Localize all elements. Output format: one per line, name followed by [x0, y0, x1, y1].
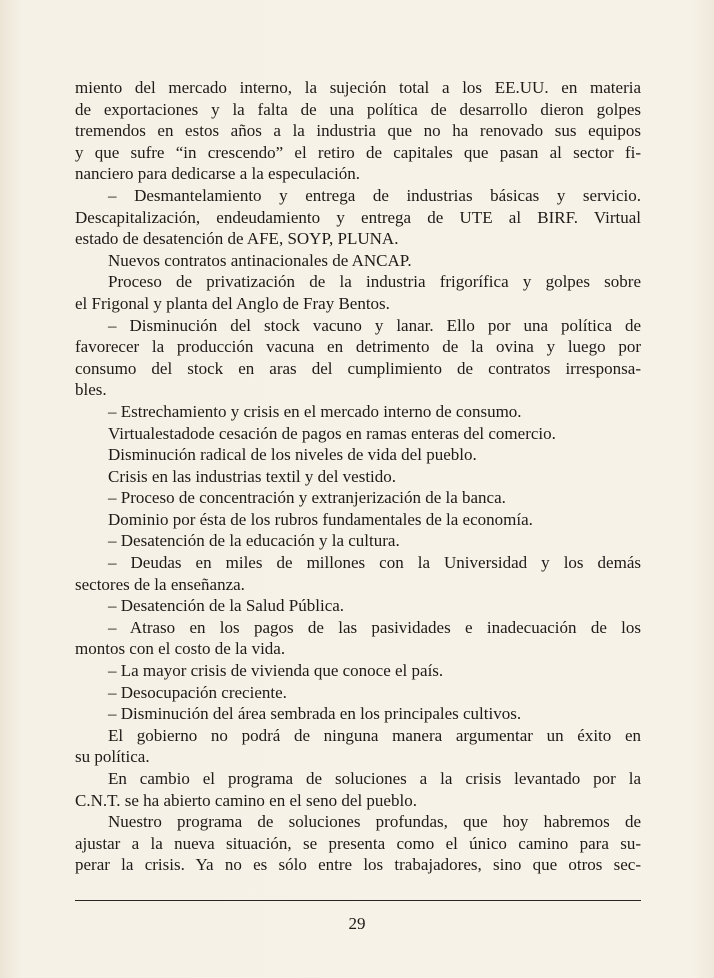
text-line: su política.: [75, 747, 150, 767]
text-line: – Desocupación creciente.: [108, 682, 287, 702]
text-line: estado de desatención de AFE, SOYP, PLUNA.: [75, 229, 399, 249]
text-line: – Disminución del área sembrada en los principales cultivos.: [108, 704, 522, 724]
text-line: – Desatención de la educación y la cultura.: [108, 531, 400, 551]
text-line: – Desmantelamiento y entrega de industrias básicas y servicio.: [108, 185, 641, 205]
text-line: consumo del stock en aras del cumplimiento de contratos irresponsa-: [75, 358, 641, 378]
text-line: Descapitalización, endeudamiento y entrega de UTE al BIRF. Virtual: [75, 207, 641, 227]
text-line: de exportaciones y la falta de una política de desarrollo dieron golpes: [75, 99, 641, 119]
text-line: Nuevos contratos antinacionales de ANCAP.: [108, 250, 412, 270]
text-line: Crisis en las industrias textil y del vestido.: [108, 466, 397, 486]
text-line: el Frigonal y planta del Anglo de Fray Bentos.: [75, 293, 390, 313]
text-line: En cambio el programa de soluciones a la crisis levantado por la: [108, 769, 641, 788]
text-line: ajustar a la nueva situación, se presenta como el único camino para su-: [75, 833, 641, 853]
text-line: C.N.T. se ha abierto camino en el seno del pueblo.: [75, 790, 417, 810]
text-line: montos con el costo de la vida.: [75, 639, 286, 659]
text-line: – Proceso de concentración y extranjerización de la banca.: [108, 488, 506, 508]
text-line: y que sufre “in crescendo” el retiro de capitales que pasan al sector fi-: [75, 142, 641, 162]
text-line: Proceso de privatización de la industria frigorífica y golpes sobre: [108, 272, 641, 292]
text-line: – La mayor crisis de vivienda que conoce el país.: [108, 661, 444, 681]
text-line: – Deudas en miles de millones con la Universidad y los demás: [108, 553, 641, 573]
text-line: Disminución radical de los niveles de vida del pueblo.: [108, 445, 477, 465]
text-line: Nuestro programa de soluciones profundas, que hoy habremos de: [108, 812, 641, 832]
text-line: – Desatención de la Salud Pública.: [108, 596, 345, 616]
text-line: tremendos en estos años a la industria que no ha renovado sus equipos: [75, 121, 641, 141]
text-line: perar la crisis. Ya no es sólo entre los trabajadores, sino que otros sec-: [75, 855, 641, 875]
text-line: nanciero para dedicarse a la especulación.: [75, 164, 361, 184]
text-line: – Disminución del stock vacuno y lanar. Ello por una política de: [108, 315, 641, 335]
text-line: miento del mercado interno, la sujeción total a los EE.UU. en materia: [75, 78, 641, 97]
body-text: [75, 77, 641, 876]
text-line: sectores de la enseñanza.: [75, 574, 245, 594]
text-line: Virtualestadode cesación de pagos en ramas enteras del comercio.: [108, 423, 556, 443]
text-line: bles.: [75, 380, 107, 400]
text-line: El gobierno no podrá de ninguna manera argumentar un éxito en: [108, 725, 641, 745]
text-line: favorecer la producción vacuna en detrimento de la ovina y luego por: [75, 337, 641, 357]
text-line: – Atraso en los pagos de las pasividades e inadecuación de los: [108, 617, 641, 637]
text-line: – Estrechamiento y crisis en el mercado interno de consumo.: [108, 401, 522, 421]
text-line: Dominio por ésta de los rubros fundamentales de la economía.: [108, 509, 533, 529]
page-number: 29: [348, 914, 366, 933]
footer-rule: [75, 900, 641, 901]
